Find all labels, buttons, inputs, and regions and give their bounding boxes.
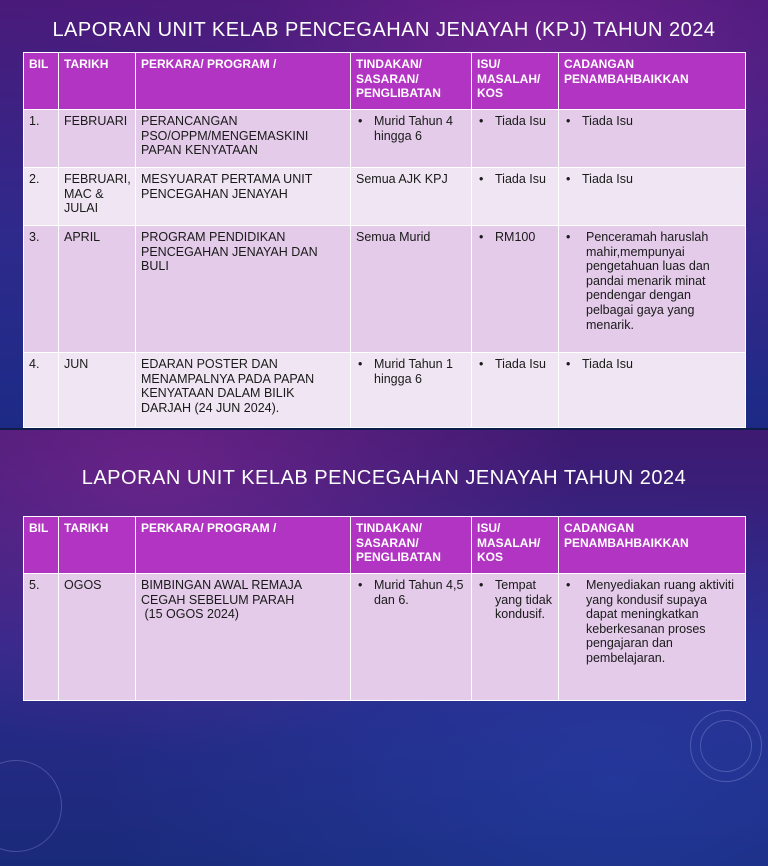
bullet-item: • Penceramah haruslah mahir,mempunyai pengetahuan luas dan pandai menarik minat pendengar dengan pelbagai gaya yang menarik.: [586, 230, 741, 332]
cell-cadangan: [559, 353, 746, 428]
report-table-1: [23, 52, 746, 428]
header-tarikh: TARIKH: [59, 53, 136, 110]
bullet-item: • Tiada Isu: [582, 172, 741, 187]
cell-program: MESYUARAT PERTAMA UNIT PENCEGAHAN JENAYAH: [136, 168, 351, 226]
slide-2-title: LAPORAN UNIT KELAB PENCEGAHAN JENAYAH TAHUN 2024: [81, 467, 687, 489]
header-tindakan: TINDAKAN/ SASARAN/ PENGLIBATAN: [351, 53, 472, 110]
bullet-item: • RM100: [495, 230, 554, 245]
table-row: [24, 168, 746, 226]
cell-bil: 4.: [24, 353, 59, 428]
cell-bil: 3.: [24, 226, 59, 353]
cell-tindakan: Semua Murid: [351, 226, 472, 353]
bullet-item: • Tiada Isu: [582, 357, 741, 372]
header-isu: ISU/ MASALAH/ KOS: [472, 53, 559, 110]
bullet-item: • Tiada Isu: [495, 114, 554, 129]
slide-2: [0, 430, 768, 866]
header-program: PERKARA/ PROGRAM /: [136, 517, 351, 574]
cell-bil: 2.: [24, 168, 59, 226]
cell-tarikh: APRIL: [59, 226, 136, 353]
cell-isu: [472, 110, 559, 168]
header-cadangan: CADANGAN PENAMBAHBAIKKAN: [559, 53, 746, 110]
table-header-row: [24, 53, 746, 110]
slide-1: [0, 0, 768, 430]
cell-tarikh: FEBRUARI, MAC & JULAI: [59, 168, 136, 226]
decorative-ring: [0, 760, 62, 852]
bullet-item: • Murid Tahun 1 hingga 6: [374, 357, 467, 386]
header-bil: BIL: [24, 53, 59, 110]
cell-tarikh: FEBRUARI: [59, 110, 136, 168]
header-program: PERKARA/ PROGRAM /: [136, 53, 351, 110]
header-tarikh: TARIKH: [59, 517, 136, 574]
cell-program: [136, 574, 351, 701]
cell-cadangan: [559, 110, 746, 168]
header-isu: ISU/ MASALAH/ KOS: [472, 517, 559, 574]
header-cadangan: CADANGAN PENAMBAHBAIKKAN: [559, 517, 746, 574]
bullet-item: • Menyediakan ruang aktiviti yang kondusif supaya dapat meningkatkan keberkesanan proses pengajaran dan pembelajaran.: [586, 578, 741, 666]
cell-cadangan: [559, 226, 746, 353]
cell-isu: [472, 353, 559, 428]
bullet-item: • Tiada Isu: [495, 172, 554, 187]
program-text: BIMBINGAN AWAL REMAJA CEGAH SEBELUM PARAH: [141, 578, 302, 607]
bullet-item: • Tiada Isu: [582, 114, 741, 129]
program-date: (15 OGOS 2024): [141, 607, 239, 622]
cell-isu: [472, 574, 559, 701]
bullet-item: • Murid Tahun 4,5 dan 6.: [374, 578, 467, 607]
cell-cadangan: [559, 574, 746, 701]
header-bil: BIL: [24, 517, 59, 574]
report-table-2: [23, 516, 746, 701]
cell-tarikh: OGOS: [59, 574, 136, 701]
cell-bil: 5.: [24, 574, 59, 701]
header-tindakan: TINDAKAN/ SASARAN/ PENGLIBATAN: [351, 517, 472, 574]
table-row: [24, 353, 746, 428]
bullet-item: • Tempat yang tidak kondusif.: [495, 578, 554, 622]
cell-program: PERANCANGAN PSO/OPPM/MENGEMASKINI PAPAN KENYATAAN: [136, 110, 351, 168]
cell-cadangan: [559, 168, 746, 226]
decorative-ring: [700, 720, 752, 772]
cell-tarikh: JUN: [59, 353, 136, 428]
table-row: [24, 574, 746, 701]
cell-bil: 1.: [24, 110, 59, 168]
cell-program: PROGRAM PENDIDIKAN PENCEGAHAN JENAYAH DAN BULI: [136, 226, 351, 353]
slide-1-title: LAPORAN UNIT KELAB PENCEGAHAN JENAYAH (KPJ) TAHUN 2024: [52, 19, 716, 41]
bullet-item: • Tiada Isu: [495, 357, 554, 372]
bullet-item: • Murid Tahun 4 hingga 6: [374, 114, 467, 143]
table-header-row: [24, 517, 746, 574]
table-row: [24, 226, 746, 353]
table-row: [24, 110, 746, 168]
cell-tindakan: [351, 574, 472, 701]
cell-tindakan: [351, 353, 472, 428]
cell-tindakan: [351, 110, 472, 168]
cell-isu: [472, 226, 559, 353]
cell-program: EDARAN POSTER DAN MENAMPALNYA PADA PAPAN KENYATAAN DALAM BILIK DARJAH (24 JUN 2024).: [136, 353, 351, 428]
cell-isu: [472, 168, 559, 226]
cell-tindakan: Semua AJK KPJ: [351, 168, 472, 226]
